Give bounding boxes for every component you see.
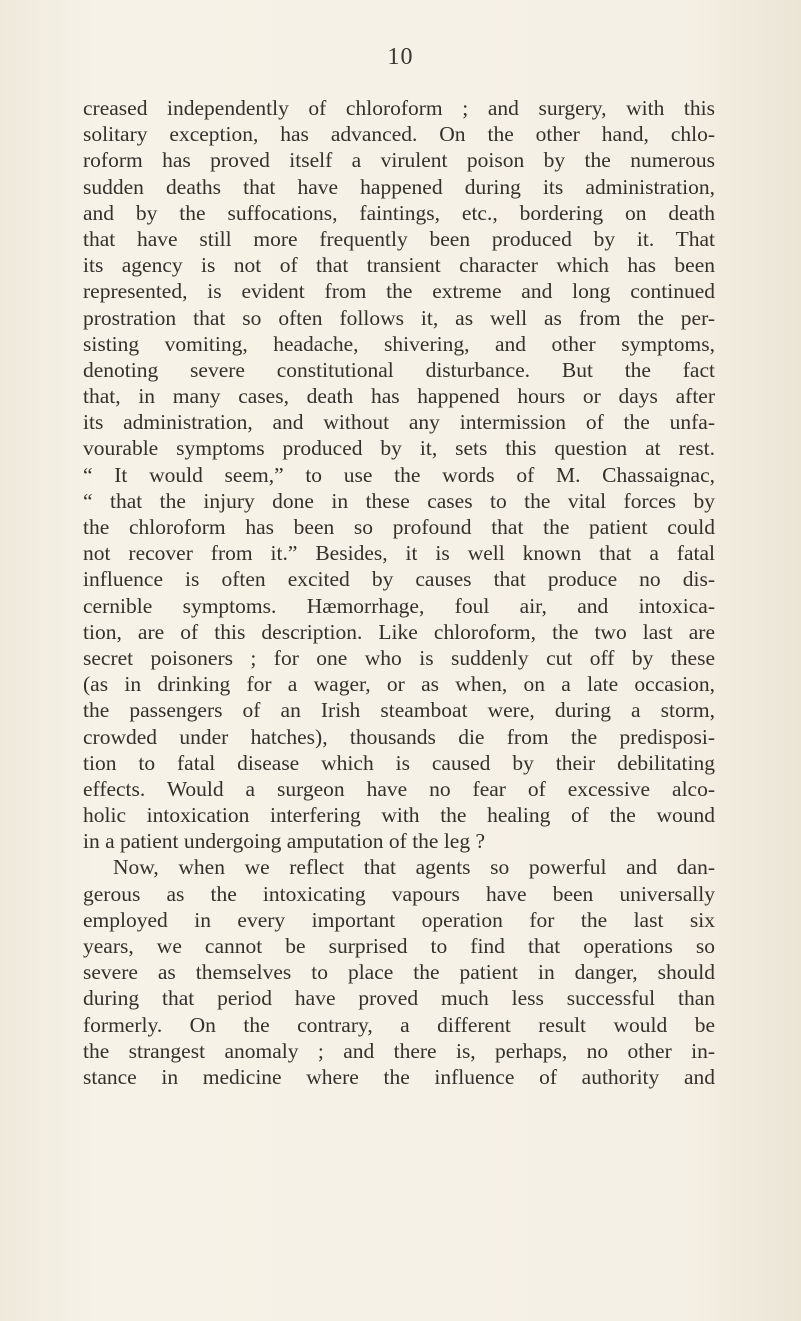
text-line: denoting severe constitutional disturbance. But the fact [83,357,715,382]
text-line: crowded under hatches), thousands die from the predisposi- [83,724,715,749]
page-number: 10 [387,44,414,70]
text-line: formerly. On the contrary, a different result would be [83,1012,715,1037]
text-line: sisting vomiting, headache, shivering, and other symptoms, [83,331,715,356]
text-line: during that period have proved much less successful than [83,986,715,1011]
text-line: tion to fatal disease which is caused by their debilitating [83,750,715,775]
text-line: vourable symptoms produced by it, sets this question at rest. [83,436,715,461]
text-line: the strangest anomaly ; and there is, perhaps, no other in- [83,1038,715,1063]
text-line: gerous as the intoxicating vapours have been universally [83,881,715,906]
text-line: tion, are of this description. Like chloroform, the two last are [83,619,715,644]
text-line: “ It would seem,” to use the words of M. Chassaignac, [83,462,715,487]
text-line: years, we cannot be surprised to find that operations so [83,934,715,958]
text-line: prostration that so often follows it, as well as from the per- [83,305,715,330]
text-line: Now, when we reflect that agents so powerful and dan- [113,855,715,880]
text-line: employed in every important operation for the last six [83,907,715,932]
text-line: stance in medicine where the influence of authority and [83,1064,715,1089]
text-line: sudden deaths that have happened during its administration, [83,174,715,199]
text-line: severe as themselves to place the patient in danger, should [83,960,715,985]
text-line: the passengers of an Irish steamboat were, during a storm, [83,698,715,723]
text-line: secret poisoners ; for one who is suddenly cut off by these [83,645,715,670]
text-line: its administration, and without any intermission of the unfa- [83,410,715,435]
text-line: “ that the injury done in these cases to the vital forces by [83,488,715,513]
text-line: cernible symptoms. Hæmorrhage, foul air, and intoxica- [83,593,715,618]
text-line: creased independently of chloroform ; and surgery, with this [83,96,715,120]
text-line: that, in many cases, death has happened hours or days after [83,384,715,409]
text-line: that have still more frequently been produced by it. That [83,226,715,251]
text-line: and by the suffocations, faintings, etc., bordering on death [83,200,715,225]
text-line: roform has proved itself a virulent poison by the numerous [83,148,715,173]
text-line: the chloroform has been so profound that the patient could [83,515,715,539]
text-line: effects. Would a surgeon have no fear of excessive alco- [83,776,715,801]
body-text [83,95,715,1090]
text-line: represented, is evident from the extreme and long continued [83,279,715,304]
text-line: holic intoxication interfering with the healing of the wound [83,803,715,828]
text-line: influence is often excited by causes that produce no dis- [83,567,715,592]
text-line: in a patient undergoing amputation of the leg ? [83,829,486,854]
text-line: its agency is not of that transient character which has been [83,253,715,278]
text-line: not recover from it.” Besides, it is well known that a fatal [83,541,715,566]
text-line: (as in drinking for a wager, or as when, on a late occasion, [83,672,715,697]
text-line: solitary exception, has advanced. On the other hand, chlo- [83,122,715,147]
